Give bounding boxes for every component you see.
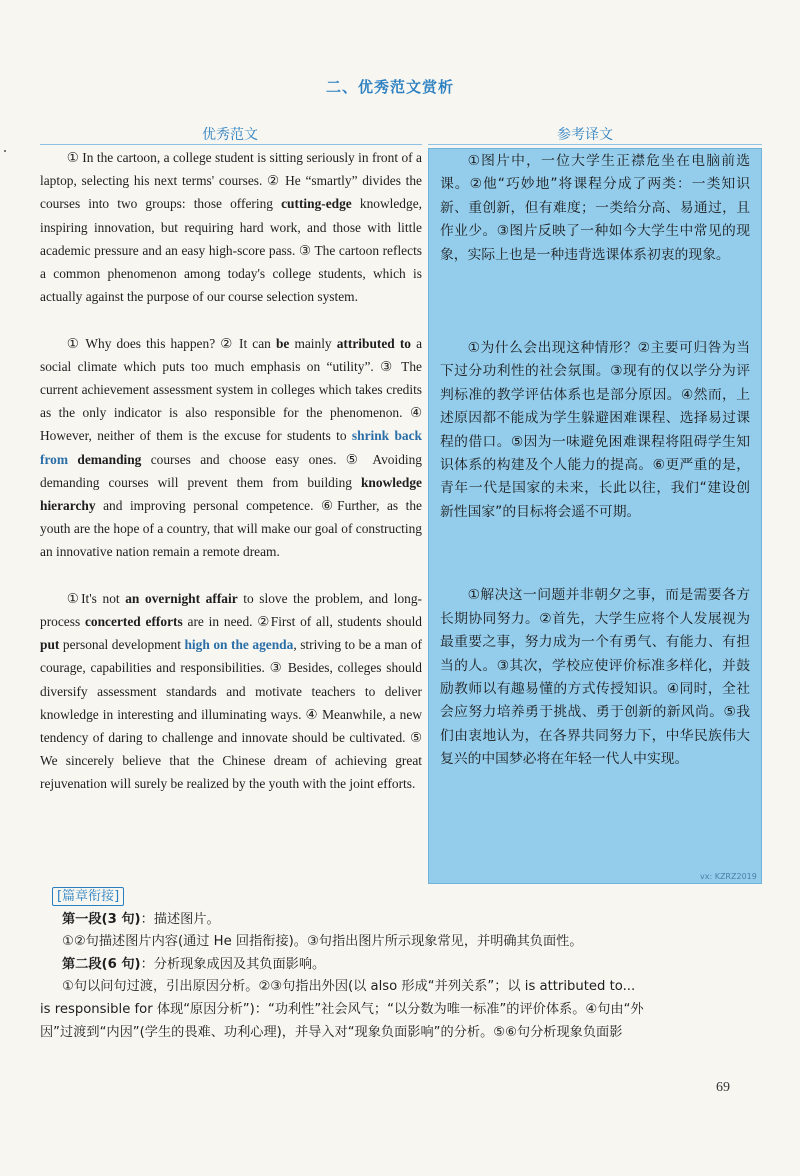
key-phrase: concerted efforts (84, 614, 183, 630)
para1-description: ：描述图片。 (140, 911, 220, 927)
key-phrase: an overnight affair (125, 590, 238, 606)
highlighted-phrase: shrink back from (40, 428, 422, 467)
translation-text (440, 150, 750, 772)
para2-detail-line-1: ①句以问句过渡，引出原因分析。②③句指出外因(以 also 形成“并列关系”；以 is attributed to... (62, 979, 636, 995)
para1-heading: 第一段(3 句) (62, 911, 141, 927)
key-phrase: be (275, 335, 290, 351)
para1-detail: ①②句描述图片内容(通过 He 回指衔接)。③句指出图片所示现象常见，并明确其负面性。 (62, 934, 583, 950)
key-phrase: demanding (77, 451, 142, 467)
para2-detail-line-3: 因”过渡到“内因”(学生的畏难、功利心理)，并导入对“现象负面影响”的分析。⑤⑥句分析现象负面影 (40, 1024, 623, 1040)
page-number: 69 (716, 1080, 730, 1095)
essay-paragraph-1: ① In the cartoon, a college student is sitting seriously in front of a laptop, selecting his next terms' courses. ② He “smartly” divides the courses into two groups: those offering cutting-edge knowledge, inspiring innovation, but requiring hard work, and those with little academic pressure and an easy high-score pass. ③ The cartoon reflects a common phenomenon among today's college students, which is actually against the purpose of our course selection system. (40, 150, 422, 305)
key-phrase: knowledge hierarchy (40, 474, 422, 514)
watermark: vx: KZRZ2019 (700, 872, 757, 881)
key-phrase: put (40, 637, 60, 653)
translation-paragraph-2: ①为什么会出现这种情形？②主要可归咎为当下过分功利性的社会氛围。③现有的仅以学分为评判标准的教学评估体系也是部分原因。④然而，上述原因都不能成为学生躲避困难课程、选择易过课程的借口。⑤因为一味避免困难课程将阻碍学生知识体系的构建及个人能力的提高。⑥更严重的是，青年一代是国家的未来，长此以往，我们“建设创新性国家”的目标将会遥不可期。 (440, 340, 750, 520)
essay-paragraph-3: ①It's not an overnight affair to slove the problem, and long-process concerted efforts are in need. ②First of all, students should put personal development high on the agenda, striving to be a man of courage, capabilities and responsibilities. ③ Besides, colleges should diversify assessment standards and motivate teachers to deliver knowledge in interesting and illuminating ways. ④ Meanwhile, a new tendency of daring to challenge and innovate should be cultivated. ⑤ We sincerely believe that the Chinese dream of achieving great rejuvenation will surely be realized by the youth with the joint efforts. (40, 590, 422, 792)
translation-paragraph-3: ①解决这一问题并非朝夕之事，而是需要各方长期协同努力。②首先，大学生应将个人发展视为最重要之事，努力成为一个有勇气、有能力、有担当的人。③其次，学校应使评价标准多样化，并鼓励教师以有趣易懂的方式传授知识。④同时，全社会应努力培养勇于挑战、勇于创新的新风尚。⑤我们由衷地认为，在各界共同努力下，中华民族伟大复兴的中国梦必将在年轻一代人中实现。 (440, 587, 750, 768)
essay-paragraph-2: ① Why does this happen? ② It can be mainly attributed to a social climate which puts too much emphasis on “utility”. ③ The current achievement assessment system in colleges which takes credits as the only indicator is also responsible for the phenomenon. ④ However, neither of them is the excuse for students to shrink back from demanding courses and choose easy ones. ⑤ Avoiding demanding courses will prevent them from building knowledge hierarchy and improving personal competence. ⑥Further, as the youth are the hope of a country, that will make our goal of constructing an innovative nation remain a remote dream. (40, 335, 423, 560)
para2-detail-line-2: is responsible for 体现“原因分析”)：“功利性”社会风气；“以分数为唯一标准”的评价体系。④句由“外 (40, 1001, 644, 1017)
essay-header-rule (40, 144, 422, 145)
highlighted-phrase: high on the agenda (184, 637, 294, 653)
key-phrase: attributed to (336, 335, 411, 351)
key-phrase: cutting-edge (281, 196, 352, 212)
analysis-tag: [篇章衔接] (52, 887, 124, 906)
para2-heading: 第二段(6 句) (62, 956, 141, 972)
translation-header-rule (428, 144, 762, 145)
para2-description: ：分析现象成因及其负面影响。 (140, 956, 326, 972)
margin-speck (4, 150, 6, 152)
model-essay (40, 146, 422, 796)
essay-header: 优秀范文 (202, 127, 258, 143)
discourse-analysis (40, 886, 758, 1044)
translation-header: 参考译文 (557, 127, 613, 143)
section-title: 二、优秀范文赏析 (325, 78, 454, 96)
translation-paragraph-1: ①图片中，一位大学生正襟危坐在电脑前选课。②他“巧妙地”将课程分成了两类：一类知识新、重创新，但有难度；一类给分高、易通过，且作业少。③图片反映了一种如今大学生中常见的现象，实际上也是一种违背选课体系初衷的现象。 (440, 153, 750, 263)
